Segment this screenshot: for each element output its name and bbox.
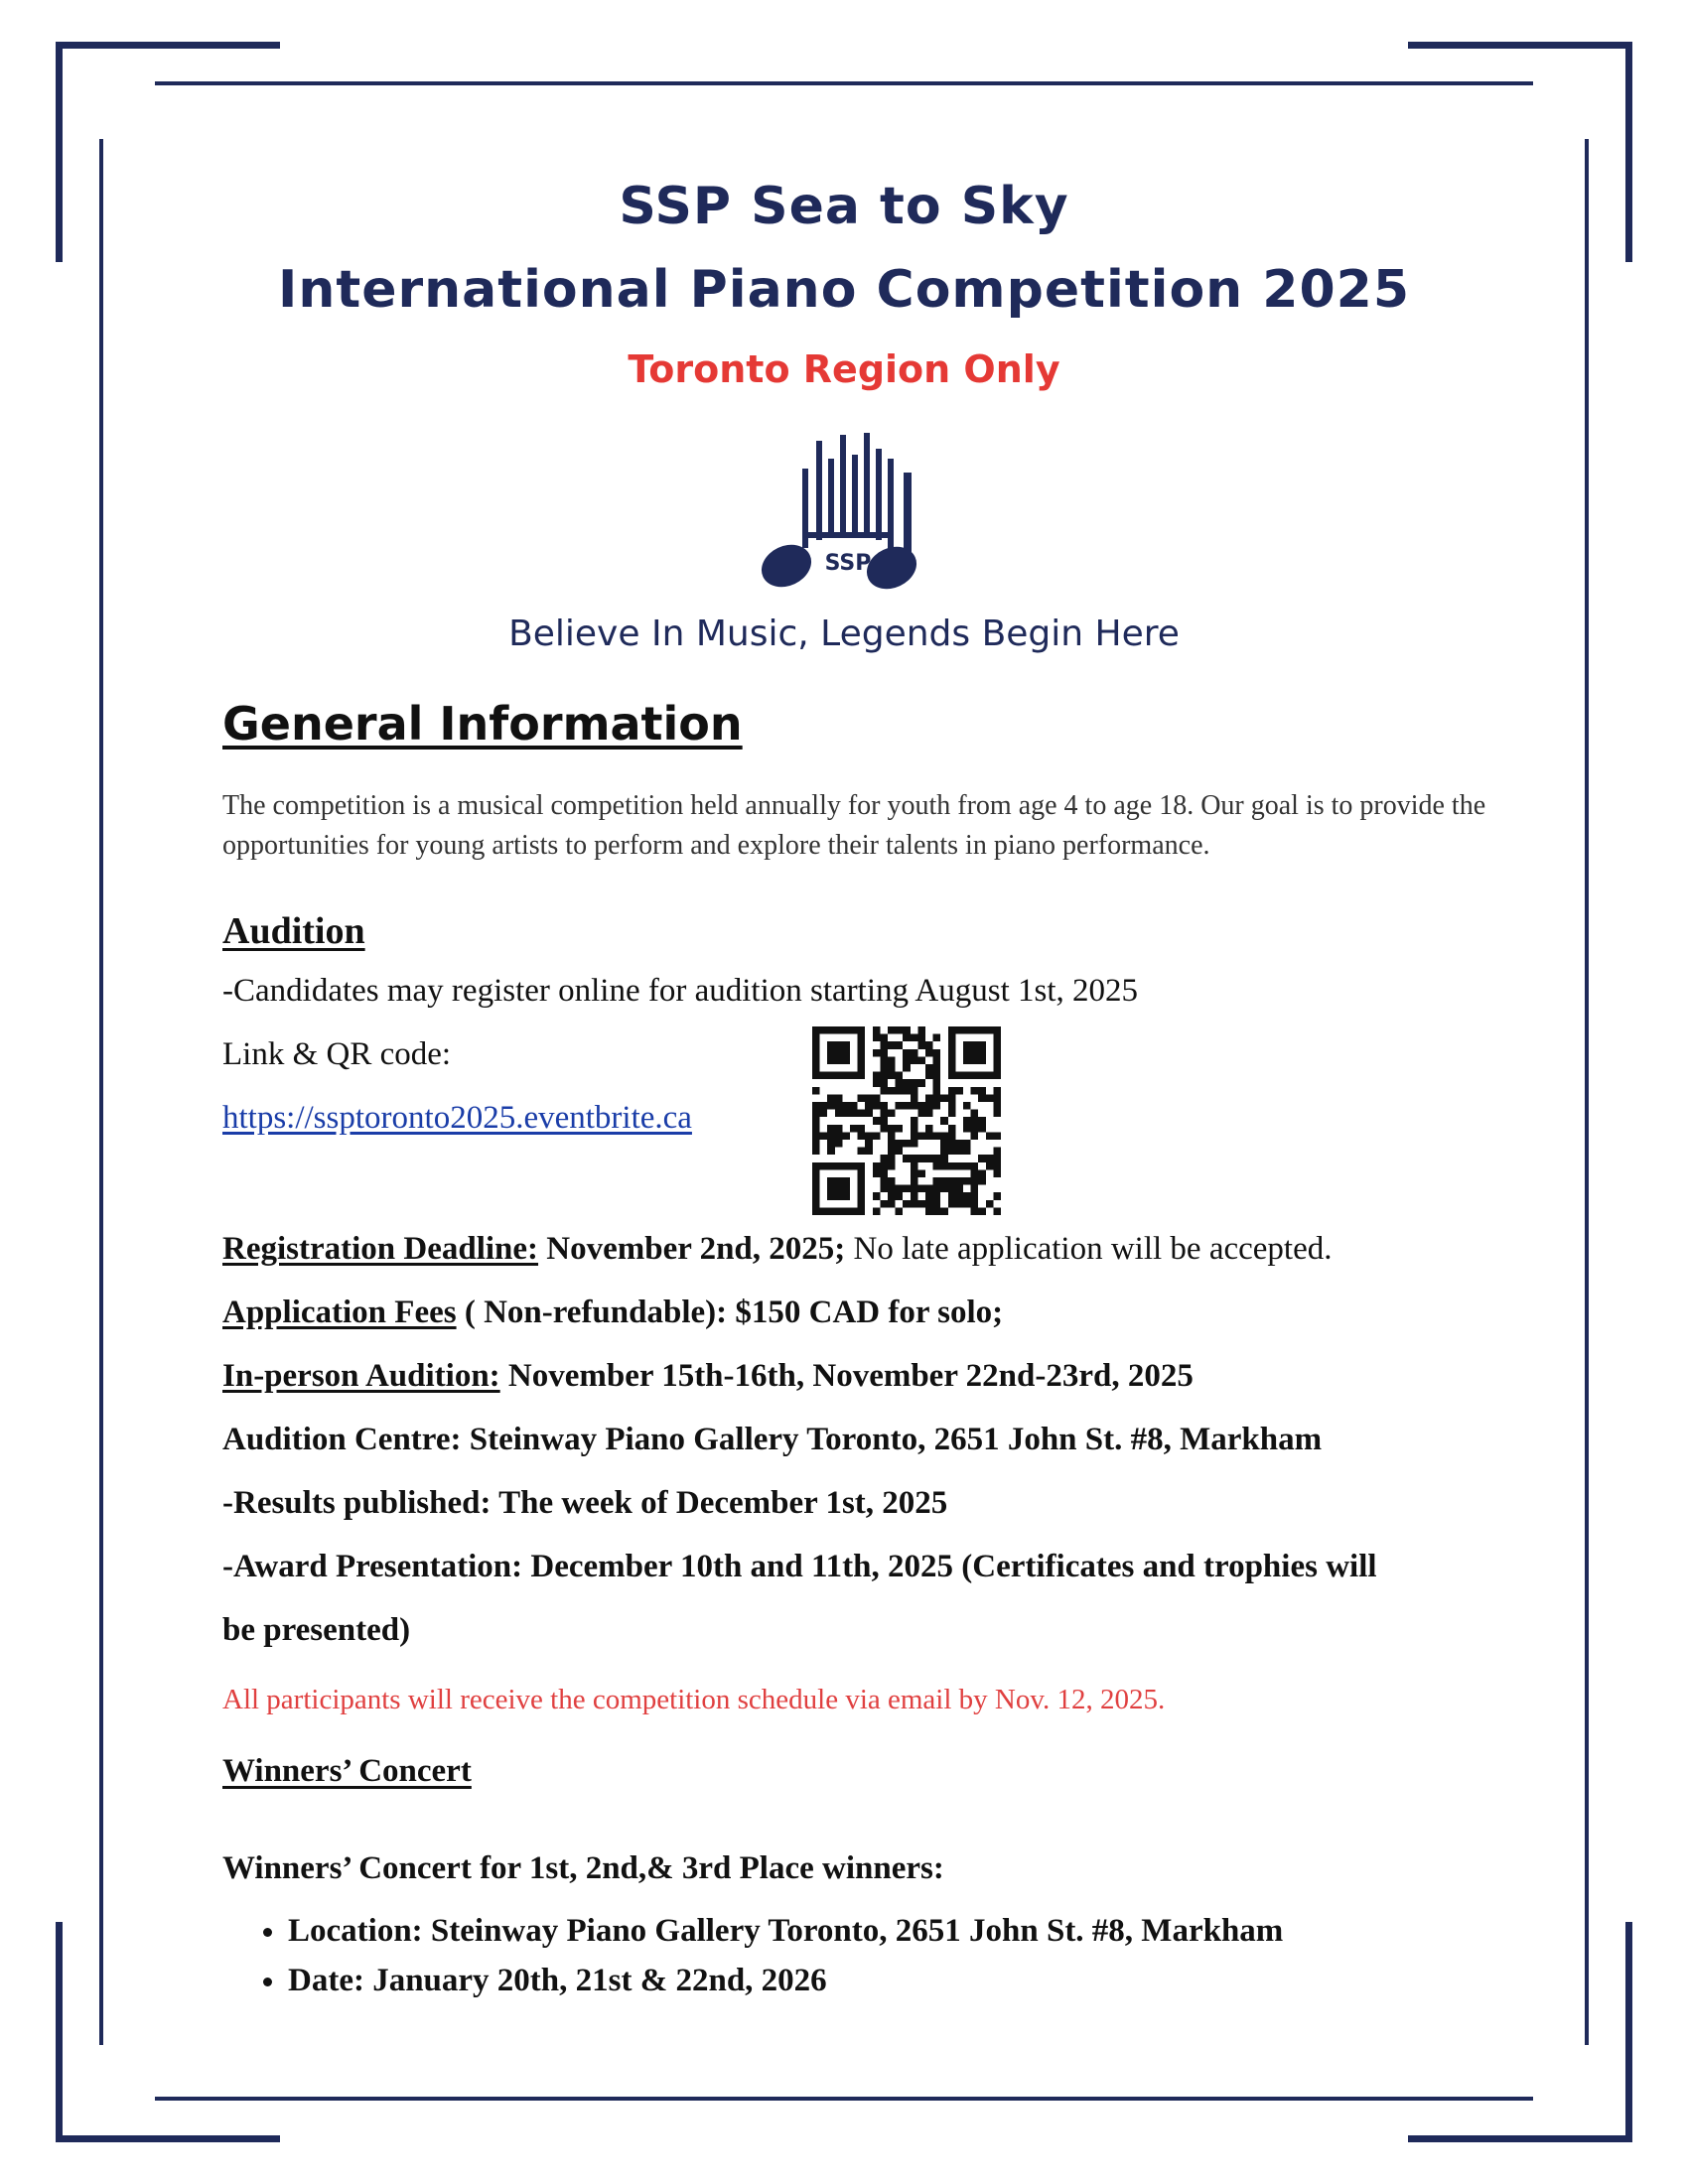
in-person-value: November 15th-16th, November 22nd-23rd, 2025 xyxy=(507,1358,1194,1394)
winners-concert-heading: Winners’ Concert xyxy=(222,1753,472,1789)
frame-top-right-h xyxy=(1408,42,1632,49)
frame-inner-bottom xyxy=(155,2097,1533,2101)
schedule-note: All participants will receive the competition schedule via email by Nov. 12, 2025. xyxy=(222,1684,1166,1715)
deadline-label: Registration Deadline: xyxy=(222,1231,539,1267)
frame-inner-right xyxy=(1585,139,1589,2045)
title-line-2: International Piano Competition 2025 xyxy=(277,260,1411,320)
winners-concert-intro: Winners’ Concert for 1st, 2nd,& 3rd Place winners: xyxy=(222,1850,944,1886)
audition-centre-line: Audition Centre: Steinway Piano Gallery Toronto, 2651 John St. #8, Markham xyxy=(222,1422,1323,1457)
frame-bottom-left-v xyxy=(56,1922,63,2142)
award-presentation-line-1: -Award Presentation: December 10th and 11th, 2025 (Certificates and trophies will xyxy=(222,1549,1377,1584)
frame-bottom-left-h xyxy=(56,2135,280,2142)
winners-location-item: • Location: Steinway Piano Gallery Toronto, 2651 John St. #8, Markham xyxy=(288,1906,1283,1956)
deadline-value: November 2nd, 2025; xyxy=(546,1231,846,1267)
registration-qr-code[interactable] xyxy=(812,1026,1001,1215)
in-person-label: In-person Audition: xyxy=(222,1358,500,1394)
audition-heading: Audition xyxy=(222,910,365,952)
fees-value: ( Non-refundable): $150 CAD for solo; xyxy=(464,1295,1004,1330)
registration-deadline-line xyxy=(222,1231,1332,1268)
fees-label: Application Fees xyxy=(222,1295,457,1330)
registration-link[interactable]: https://ssptoronto2025.eventbrite.ca xyxy=(222,1100,692,1136)
audition-register-line: -Candidates may register online for audition starting August 1st, 2025 xyxy=(222,973,1139,1009)
in-person-audition-line xyxy=(222,1358,1194,1395)
general-information-heading: General Information xyxy=(222,697,743,751)
winners-concert-details xyxy=(222,1906,1283,2005)
winners-date-item: • Date: January 20th, 21st & 22nd, 2026 xyxy=(288,1956,1283,2005)
ssp-music-note-logo xyxy=(743,429,941,598)
award-presentation-line-2: be presented) xyxy=(222,1612,411,1648)
region-subtitle: Toronto Region Only xyxy=(628,347,1060,391)
frame-top-left-h xyxy=(56,42,280,49)
tagline: Believe In Music, Legends Begin Here xyxy=(508,614,1180,654)
frame-bottom-right-h xyxy=(1408,2135,1632,2142)
frame-inner-left xyxy=(99,139,103,2045)
frame-inner-top xyxy=(155,81,1533,85)
logo-text: SSP xyxy=(824,551,872,576)
frame-bottom-right-v xyxy=(1625,1922,1632,2142)
general-information-text: The competition is a musical competition held annually for youth from age 4 to age 18. Our goal is to provide the opportunities for young artists to perform and explore their talents in piano performance. xyxy=(222,790,1486,861)
link-qr-label: Link & QR code: xyxy=(222,1036,452,1072)
application-fees-line xyxy=(222,1295,1003,1331)
deadline-note: No late application will be accepted. xyxy=(853,1231,1333,1267)
title-line-1: SSP Sea to Sky xyxy=(619,177,1069,236)
results-published-line: -Results published: The week of December 1st, 2025 xyxy=(222,1485,948,1521)
